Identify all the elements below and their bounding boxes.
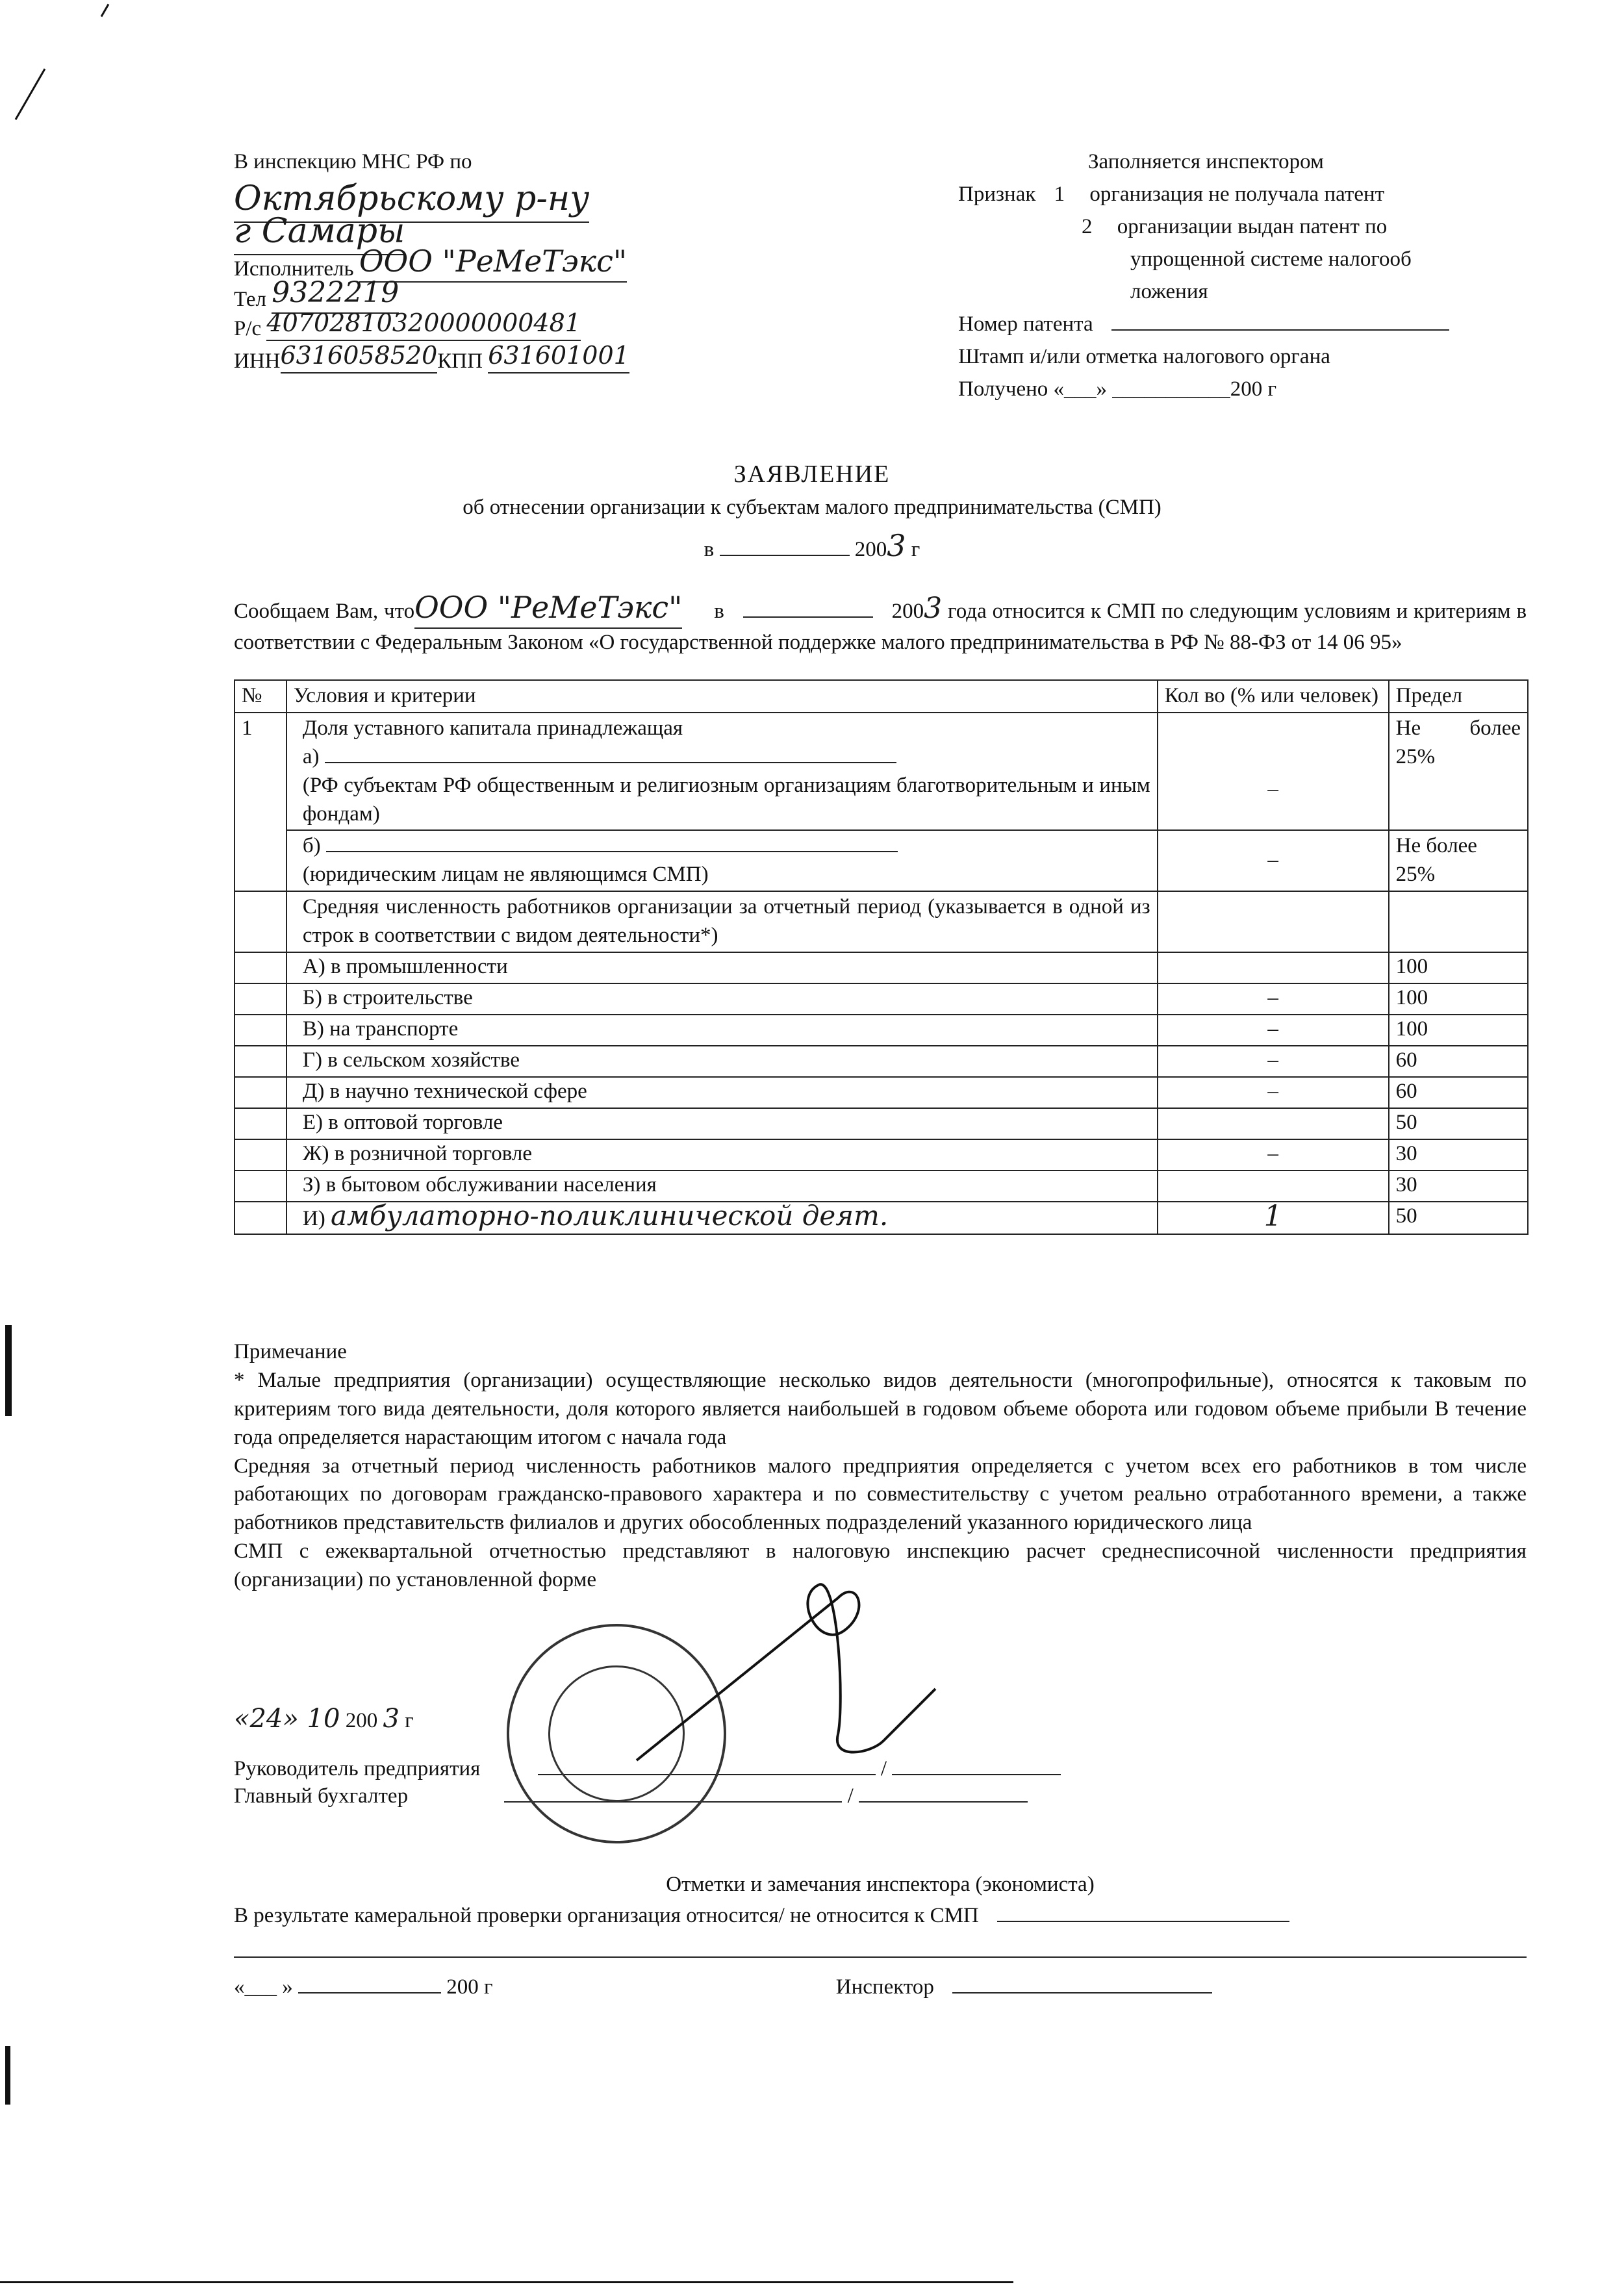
row-limit: 50: [1389, 1108, 1528, 1139]
row-value: –: [1158, 1015, 1389, 1046]
director-label: Руководитель предприятия: [234, 1757, 481, 1780]
last-row-label: [286, 1199, 1158, 1234]
inspector-section: [234, 1871, 1527, 2009]
document-subtitle: об отнесении организации к субъектам малого предпринимательства (СМП): [463, 496, 1161, 519]
row-limit: 30: [1389, 1171, 1528, 1202]
sign-2-cont-2: ложения: [1130, 280, 1208, 303]
inspector-date-line: [298, 1975, 441, 1994]
scan-mark: [5, 1325, 12, 1416]
intro-part-2: в: [714, 600, 724, 623]
sign-2-text: организации выдан патент по: [1117, 215, 1388, 238]
sign-1-text: организация не получала патент: [1089, 183, 1385, 206]
last-row-value: 1: [1158, 1202, 1389, 1234]
row-limit: 100: [1389, 952, 1528, 983]
criteria-table: [234, 679, 1529, 1235]
row1a-letter: а): [302, 744, 320, 768]
header-num: №: [235, 680, 286, 713]
account-value: 40702810320000000481: [266, 307, 581, 341]
addressee-block: [234, 148, 741, 375]
notes-p3: СМП с ежеквартальной отчетностью представляют в налоговую инспекцию расчет среднесписочной численности предприятия (организации) по установленной форме: [234, 1539, 1527, 1591]
last-row-prefix: И): [302, 1206, 325, 1230]
inspector-note-line: [234, 1940, 1527, 1958]
row1-title: Доля уставного капитала принадлежащая: [302, 716, 683, 740]
row1b-letter: б): [302, 834, 321, 858]
row-label: А) в промышленности: [286, 952, 1158, 983]
date-hand: «24» 10: [234, 1704, 340, 1734]
executor-value: ООО "РеМеТэкс": [359, 242, 627, 283]
header-criteria: Условия и критерии: [286, 680, 1158, 713]
table-row: [235, 1108, 1528, 1139]
row-value: –: [1158, 1046, 1389, 1077]
inn-value: 6316058520: [281, 339, 438, 373]
row1a-limit: Не более 25%: [1389, 713, 1528, 831]
row1b-value: –: [1158, 830, 1389, 891]
scan-mark: [101, 4, 110, 18]
row2-title: Средняя численность работников организации за отчетный период (указывается в одной из строк в соответствии с видом деятельности*): [286, 891, 1158, 952]
kpp-label: КПП: [437, 349, 483, 373]
last-row-limit: 50: [1389, 1202, 1528, 1234]
last-row-hand: амбулаторно-поликлинической деят.: [330, 1199, 889, 1232]
intro-year: 200: [891, 600, 924, 623]
row-label: Г) в сельском хозяйстве: [286, 1046, 1158, 1077]
notes-p1: * Малые предприятия (организации) осуществляющие несколько видов деятельности (многопрофильные), относятся к таковым по критериям того вида деятельности, доля которого является наибольшей в годовом объеме оборота или годовом объеме прибыли В течение года определяется нарастающим итогом с начала года: [234, 1368, 1527, 1449]
accountant-label: Главный бухгалтер: [234, 1784, 409, 1808]
row-label: Е) в оптовой торговле: [286, 1108, 1158, 1139]
table-row: [235, 1171, 1528, 1202]
to-value-2: г Самары: [234, 209, 405, 255]
table-row: [235, 1077, 1528, 1108]
row-value: –: [1158, 1077, 1389, 1108]
row-label: Ж) в розничной торговле: [286, 1139, 1158, 1171]
date-suffix: г: [405, 1709, 414, 1732]
row1b-blank: [326, 835, 898, 852]
document-title: ЗАЯВЛЕНИЕ: [733, 461, 891, 488]
table-row: [235, 891, 1528, 952]
table-row: [235, 830, 1528, 891]
intro-org-hand: ООО "РеМеТэкс": [414, 588, 682, 629]
year-hand: 3: [887, 528, 906, 563]
row1b-limit: Не более 25%: [1389, 830, 1528, 891]
row-label: Б) в строительстве: [286, 983, 1158, 1015]
to-label: В инспекцию МНС РФ по: [234, 150, 472, 173]
signature-block: «24» 10 200 3 г Руководитель предприятия / Главный бухгалтер /: [234, 1702, 1527, 1823]
accountant-name-line: [859, 1784, 1028, 1803]
header-limit: Предел: [1389, 680, 1528, 713]
table-row: [235, 1046, 1528, 1077]
year-suffix: г: [911, 538, 920, 561]
header-quantity: Кол во (% или человек): [1158, 680, 1389, 713]
sign-2-cont-1: упрощенной системе налогооб: [1130, 247, 1412, 271]
row-value: [1158, 952, 1389, 983]
notes-block: [234, 1338, 1527, 1595]
inn-label: ИНН: [234, 349, 281, 373]
date-year-hand: 3: [383, 1704, 400, 1734]
stamp-label: Штамп и/или отметка налогового органа: [958, 345, 1330, 368]
intro-part-1: Сообщаем Вам, что: [234, 600, 415, 623]
to-value-1: Октябрьскому р-ну: [234, 177, 589, 223]
year-print: 200: [854, 538, 887, 561]
row-limit: 30: [1389, 1139, 1528, 1171]
row-value: [1158, 1171, 1389, 1202]
account-label: Р/с: [234, 317, 262, 340]
inspector-result-text: В результате камеральной проверки организация относится/ не относится к СМП: [234, 1904, 979, 1927]
table-row: [235, 952, 1528, 983]
intro-part-3: года относится к СМП по следующим условиям и критериям в соответствии с Федеральным Законом «О государственной поддержке малого предпринимательства в РФ № 88-ФЗ от 14 06 95»: [234, 600, 1527, 655]
table-row: [235, 983, 1528, 1015]
year-prefix: в: [704, 538, 715, 561]
row-limit: 100: [1389, 983, 1528, 1015]
inspector-date: «___ »: [234, 1975, 293, 1999]
intro-paragraph: [234, 588, 1527, 657]
inspector-result-line: [997, 1904, 1289, 1922]
row1a-cell: [286, 713, 1158, 831]
inspector-label: Инспектор: [835, 1975, 934, 1999]
scan-mark: [0, 2281, 1013, 2283]
received-label: Получено «___» ___________200 г: [958, 377, 1277, 401]
inspector-fill-block: [958, 148, 1556, 408]
year-blank: [720, 537, 850, 556]
row-label: З) в бытовом обслуживании населения: [286, 1171, 1158, 1202]
inspector-fill-title: Заполняется инспектором: [1088, 150, 1324, 173]
row1a-value: –: [1158, 713, 1389, 831]
row-limit: 100: [1389, 1015, 1528, 1046]
row-limit: 60: [1389, 1077, 1528, 1108]
director-signature: [624, 1572, 961, 1767]
table-row: [235, 713, 1528, 831]
sign-label: Признак: [958, 183, 1036, 206]
patent-number-field: [1111, 311, 1449, 331]
row-value: –: [1158, 983, 1389, 1015]
notes-p2: Средняя за отчетный период численность работников малого предприятия определяется с учетом всех его работников в том числе работающих по договорам гражданско-правового характера и по совместительству с учетом реально отработанного времени, а также работников представительств филиалов и других обособленных подразделений указанного юридического лица: [234, 1454, 1527, 1535]
row1b-text: (юридическим лицам не являющимся СМП): [302, 863, 709, 887]
intro-blank: [743, 600, 873, 618]
row1-num: 1: [235, 713, 286, 891]
row1a-blank: [325, 746, 896, 763]
kpp-value: 631601001: [488, 339, 629, 373]
table-row: [235, 1139, 1528, 1171]
scan-mark: [15, 68, 46, 120]
row1a-text: (РФ субъектам РФ общественным и религиозным организациям благотворительным и иным фондам): [302, 773, 1150, 826]
date-year: 200: [345, 1709, 378, 1732]
intro-year-hand: 3: [924, 592, 943, 625]
row1b-cell: [286, 830, 1158, 891]
table-row: [235, 1202, 1528, 1234]
year-line: [0, 526, 1624, 566]
row-value: –: [1158, 1139, 1389, 1171]
inspector-title: Отметки и замечания инспектора (экономиста): [666, 1873, 1095, 1896]
inspector-sign-line: [952, 1975, 1212, 1994]
executor-label: Исполнитель: [234, 257, 354, 281]
phone-label: Тел: [234, 288, 267, 311]
sign-2-num: 2: [1082, 215, 1093, 238]
row-value: [1158, 1108, 1389, 1139]
notes-title: Примечание: [234, 1340, 347, 1363]
row-label: В) на транспорте: [286, 1015, 1158, 1046]
patent-label: Номер патента: [958, 312, 1093, 336]
inspector-date-year: 200 г: [446, 1975, 493, 1999]
scan-mark: [5, 2046, 10, 2105]
table-row: [235, 1015, 1528, 1046]
table-header-row: [235, 680, 1528, 713]
sign-1-num: 1: [1054, 183, 1065, 206]
row-label: Д) в научно технической сфере: [286, 1077, 1158, 1108]
phone-value: 9322219: [272, 274, 399, 314]
row-limit: 60: [1389, 1046, 1528, 1077]
